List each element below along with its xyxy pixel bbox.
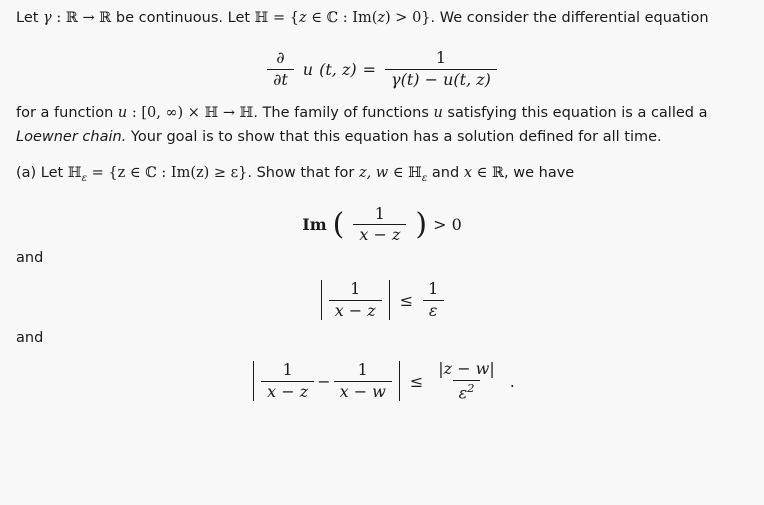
bound-rhs-fraction [422, 280, 444, 320]
main-fraction [385, 49, 497, 89]
absolute-value-group-1 [317, 280, 394, 320]
x-variable: x [463, 165, 472, 182]
half-plane-body-2: ℍ [239, 105, 254, 122]
abs-bar-right-2 [399, 361, 400, 401]
colon-1: : [51, 10, 66, 26]
part-a-and: and [427, 165, 464, 182]
bound-rhs-denominator: ε [423, 300, 444, 320]
part-a-mid: . Show that for [247, 165, 359, 182]
epsilon-base: ε [458, 382, 468, 402]
partial-symbol: ∂ [276, 48, 285, 68]
bound-fraction [329, 280, 382, 320]
left-paren-1: ( [371, 10, 378, 26]
lipschitz-rhs-numerator: |z − w| [438, 359, 495, 379]
u-function-symbol: u [302, 59, 314, 79]
final-period: . [509, 371, 515, 391]
upper-half-plane-symbol: ℍ [254, 10, 269, 26]
lipschitz-relation: ≤ [409, 371, 424, 391]
lipschitz-fraction-1 [261, 361, 314, 401]
equation-bound [0, 280, 764, 324]
part-a-paragraph [0, 162, 764, 187]
real-numbers-part-a: ℝ [491, 165, 505, 182]
z-w-variables: z, w [358, 165, 389, 182]
equals-main: = [362, 59, 377, 79]
body2-c: satisfying this equation is a called a [442, 105, 708, 122]
connector-and-2: and [16, 330, 44, 347]
body-paragraph-2 [0, 102, 764, 149]
times-symbol: × [183, 105, 205, 122]
real-numbers-symbol-1: ℝ [65, 10, 78, 26]
part-a-end: , we have [504, 165, 575, 182]
main-denominator [385, 69, 497, 89]
body2-d: Your goal is to show that this equation has a solution defined for all time. [126, 128, 662, 145]
half-plane-eps-2: ℍ [408, 165, 422, 182]
im-fraction [353, 205, 406, 245]
lipschitz-minus: − [317, 371, 331, 391]
lipschitz-denominator-1: x − z [261, 381, 314, 401]
abs-bar-left-2 [253, 361, 254, 401]
im-relation: > 0 [433, 214, 462, 234]
arrow-1: → [77, 10, 100, 26]
real-numbers-symbol-2: ℝ [99, 10, 112, 26]
body2-a: for a function [16, 105, 118, 122]
body2-b: . The family of functions [253, 105, 434, 122]
half-plane-eps-1: ℍ [67, 165, 82, 182]
partial-derivative-fraction [267, 49, 294, 89]
intro-text-c: . We consider the differential equation [430, 10, 709, 26]
right-paren-big-1: ) [415, 207, 428, 243]
equation-imaginary-part [0, 205, 764, 245]
element-of-part-a: ∈ [388, 165, 409, 182]
u-symbol-body-2: u [433, 105, 443, 122]
lipschitz-fraction-2 [334, 361, 392, 401]
bound-relation: ≤ [399, 290, 414, 310]
lipschitz-rhs-denominator [453, 380, 481, 403]
epsilon-set-definition: {z ∈ ℂ : Im(z) ≥ ε} [108, 165, 248, 182]
element-of-1: ∈ [306, 10, 327, 26]
gamma-symbol: γ [43, 10, 52, 26]
u-symbol-body: u [117, 105, 128, 122]
complex-numbers-symbol: ℂ [326, 10, 339, 26]
z-variable-2: z [377, 10, 386, 26]
colon-body: : [127, 105, 142, 122]
loewner-chain-term: Loewner chain. [16, 128, 127, 145]
z-variable-1: z [298, 10, 307, 26]
abs-bar-left-1 [321, 280, 322, 320]
equation-main [0, 48, 764, 89]
left-paren-big-1: ( [332, 207, 345, 243]
set-open-brace: { [289, 10, 299, 26]
equals-part-a: = [87, 165, 109, 182]
connector-and-1: and [16, 250, 44, 267]
bound-numerator: 1 [350, 279, 361, 299]
im-numerator: 1 [374, 203, 385, 223]
intro-text-b: be continuous. Let [111, 10, 255, 26]
absolute-value-group-2 [249, 361, 404, 401]
equation-lipschitz [0, 360, 764, 405]
separator-colon: : [338, 10, 353, 26]
right-paren-1: ) [385, 10, 391, 26]
equals-1: = [268, 10, 290, 26]
element-of-part-a-2: ∈ [472, 165, 492, 182]
denominator-u: u(t, z) [443, 69, 491, 89]
interval-symbol: [0, ∞) [141, 105, 184, 122]
intro-paragraph [0, 0, 764, 30]
set-close-brace: } [421, 10, 431, 26]
u-arguments: (t, z) [319, 59, 357, 79]
im-denominator: x − z [353, 224, 406, 244]
lipschitz-numerator-2: 1 [357, 360, 368, 380]
greater-than-zero: > 0 [390, 10, 422, 26]
abs-bar-right-1 [389, 280, 390, 320]
im-operator-1: Im [352, 10, 372, 26]
epsilon-exponent: 2 [467, 380, 475, 395]
partial-t-symbol: ∂t [267, 69, 294, 89]
half-plane-body-1: ℍ [204, 105, 219, 122]
intro-text-a: Let [16, 10, 44, 26]
bound-denominator: x − z [329, 300, 382, 320]
denominator-gamma: γ(t) [391, 69, 420, 89]
epsilon-subscript-2: ε [421, 173, 428, 185]
lipschitz-denominator-2: x − w [334, 381, 392, 401]
part-a-label: (a) Let [16, 165, 68, 182]
lipschitz-numerator-1: 1 [282, 360, 293, 380]
arrow-body: → [218, 105, 240, 122]
denominator-minus: − [424, 69, 438, 89]
lipschitz-rhs-fraction [432, 360, 500, 402]
bound-rhs-numerator: 1 [428, 279, 439, 299]
main-numerator: 1 [435, 48, 447, 68]
im-operator-2: Im [302, 214, 327, 234]
epsilon-subscript-1: ε [81, 173, 87, 185]
